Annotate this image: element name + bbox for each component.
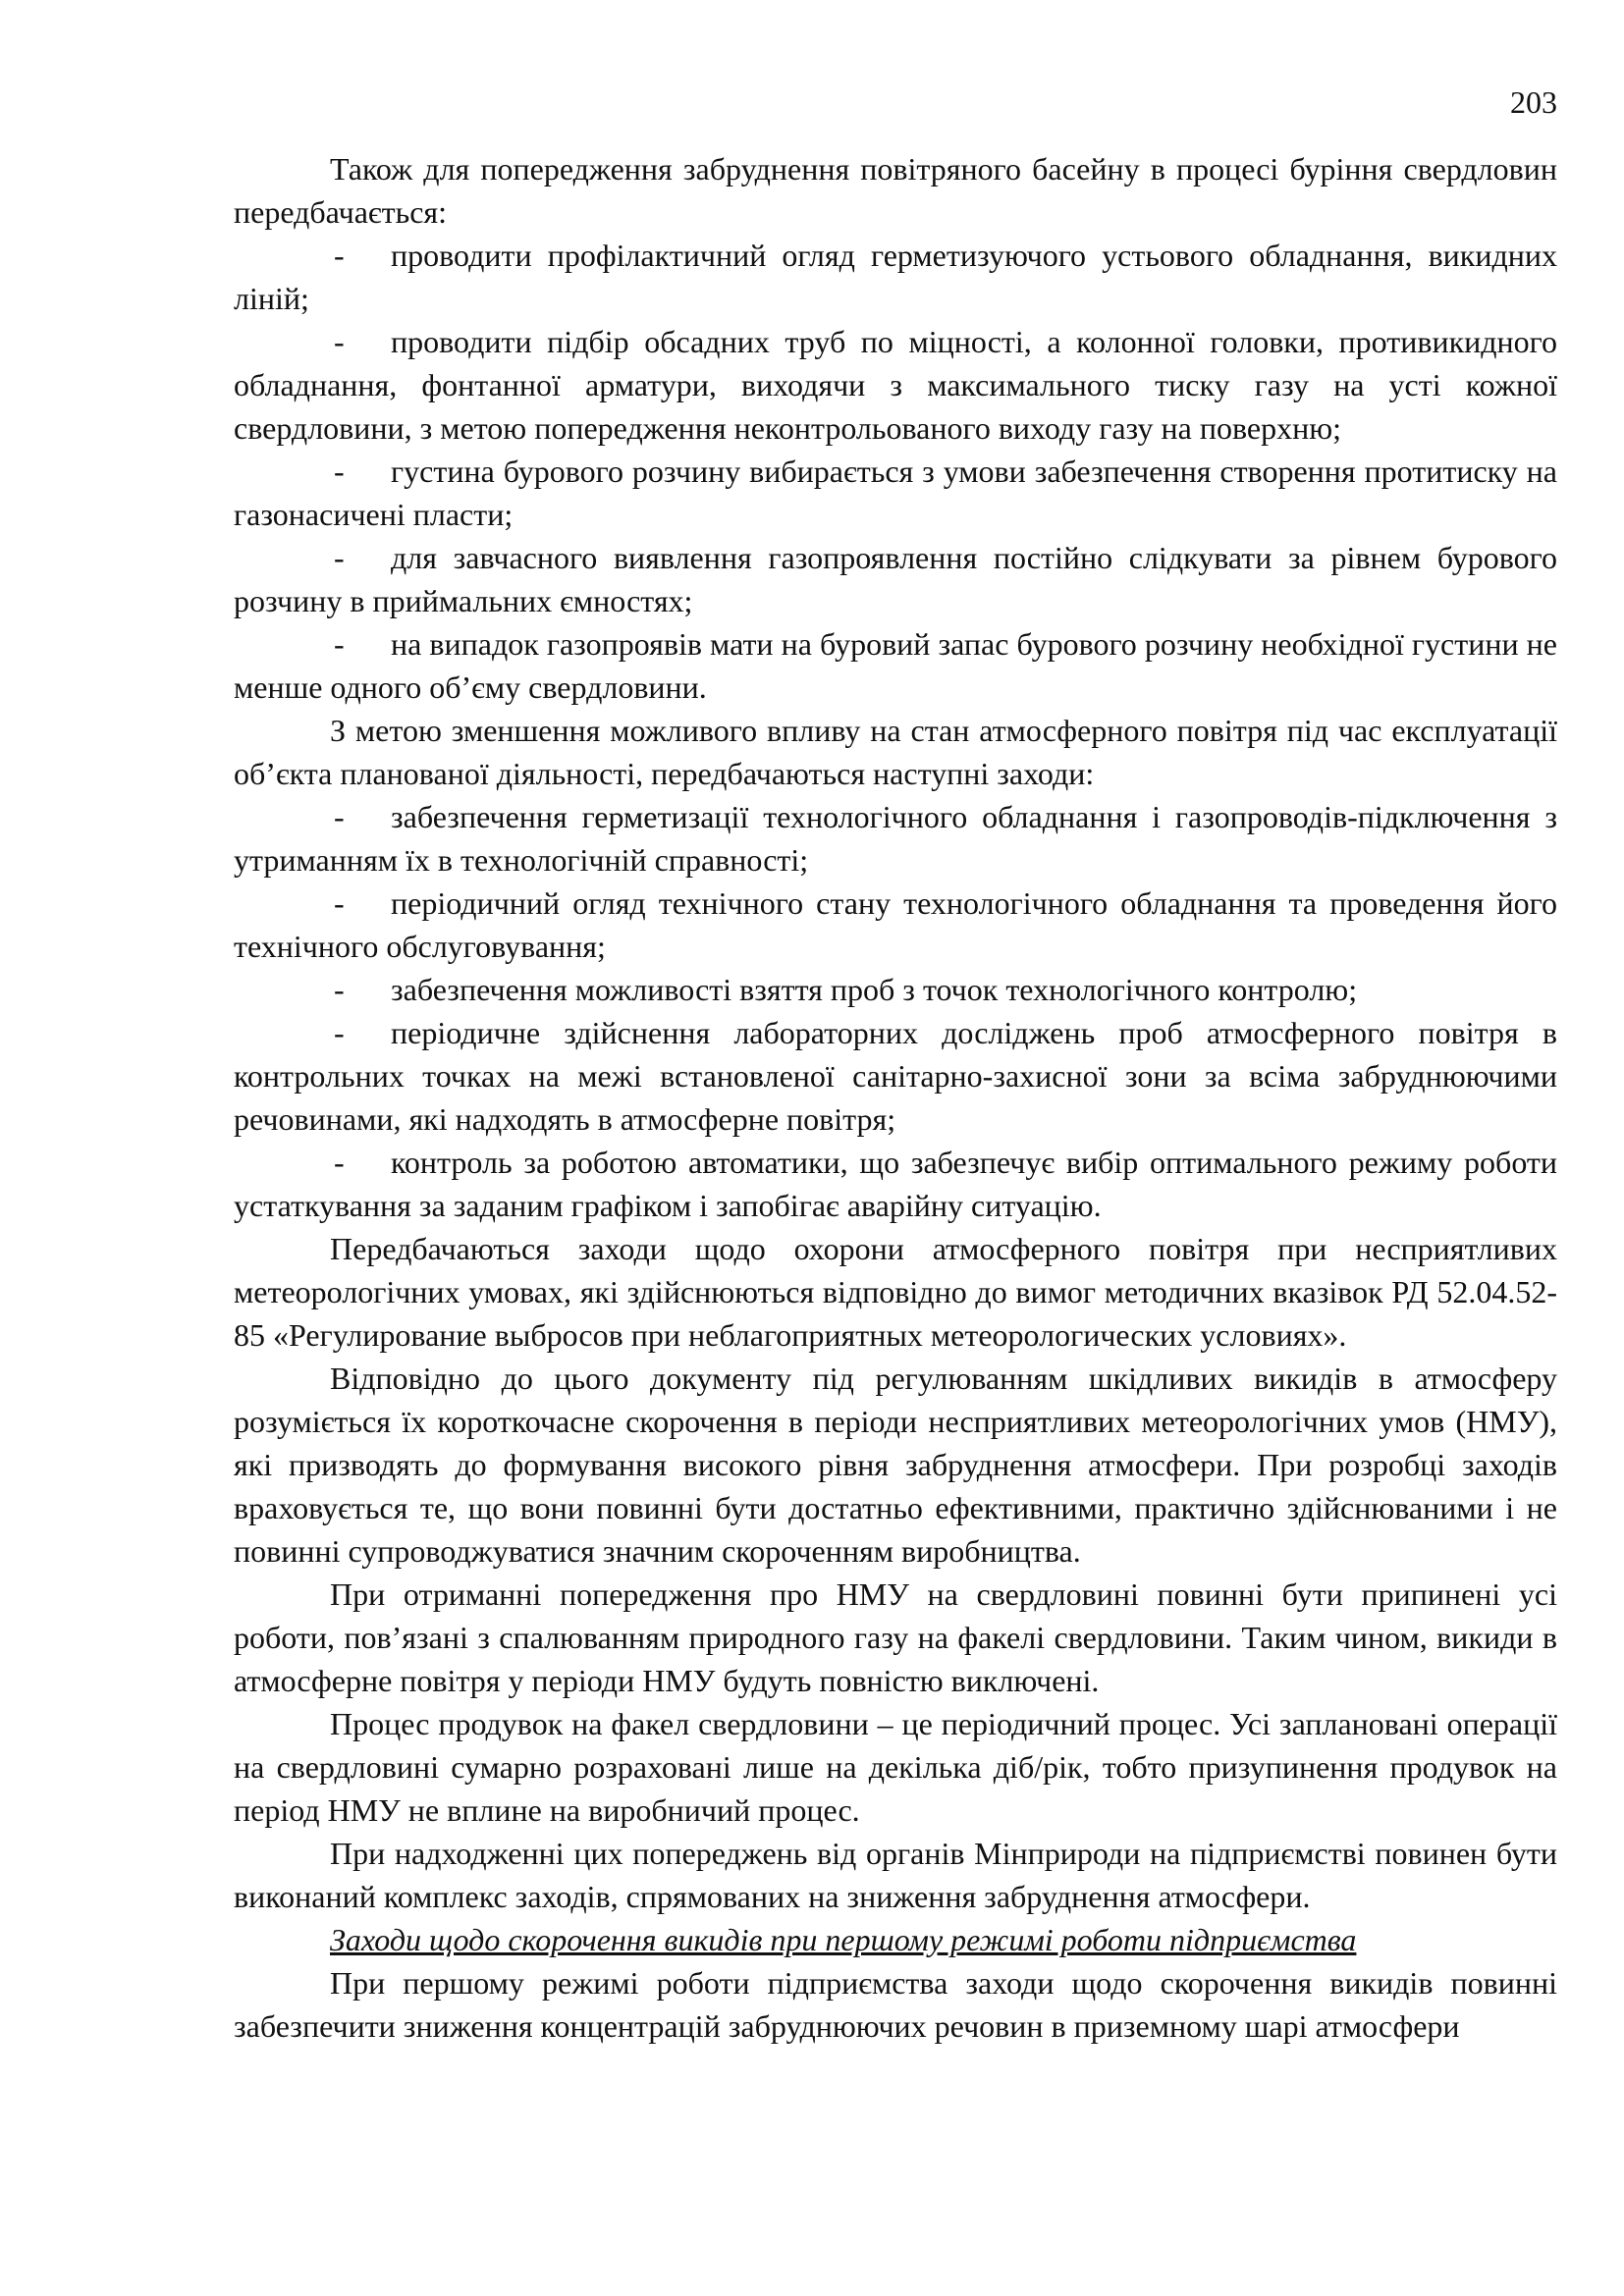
document-body [234, 147, 1557, 2048]
list-item-text: проводити профілактичний огляд герметизуючого устьового обладнання, викидних ліній; [234, 238, 1557, 316]
paragraph: При отриманні попередження про НМУ на свердловині повинні бути припинені усі роботи, пов’язані з спалюванням природного газу на факелі свердловини. Таким чином, викиди в атмосферне повітря у періоди НМУ будуть повністю виключені. [234, 1576, 1557, 1698]
paragraph: Відповідно до цього документу під регулюванням шкідливих викидів в атмосферу розуміється їх короткочасне скорочення в періоди несприятливих метеорологічних умов (НМУ), які призводять до формування високого рівня забруднення атмосфери. При розробці заходів враховується те, що вони повинні бути достатньо ефективними, практично здійснюваними і не повинні супроводжуватися значним скороченням виробництва. [234, 1361, 1557, 1569]
list-item [234, 450, 1557, 536]
list-item-text: контроль за роботою автоматики, що забезпечує вибір оптимального режиму роботи устаткування за заданим графіком і запобігає аварійну ситуацію. [234, 1145, 1557, 1223]
dash-bullet-icon: - [334, 1145, 345, 1180]
dash-bullet-icon: - [334, 324, 345, 359]
dash-bullet-icon: - [334, 972, 345, 1007]
list-item-text: проводити підбір обсадних труб по міцності, а колонної головки, противикидного обладнання, фонтанної арматури, виходячи з максимального тиску газу на усті кожної свердловини, з метою попередження неконтрольованого виходу газу на поверхню; [234, 324, 1557, 446]
paragraph: При першому режимі роботи підприємства заходи щодо скорочення викидів повинні забезпечити зниження концентрацій забруднюючих речовин в приземному шарі атмосфери [234, 1965, 1557, 2044]
list-item [234, 622, 1557, 709]
list-item-text: для завчасного виявлення газопроявлення постійно слідкувати за рівнем бурового розчину в приймальних ємностях; [234, 540, 1557, 618]
list-item-text: на випадок газопроявів мати на буровий запас бурового розчину необхідної густини не менше одного об’єму свердловини. [234, 626, 1557, 705]
paragraph: Також для попередження забруднення повітряного басейну в процесі буріння свердловин передбачається: [234, 151, 1557, 230]
paragraph: З метою зменшення можливого впливу на стан атмосферного повітря під час експлуатації об’єкта планованої діяльності, передбачаються наступні заходи: [234, 713, 1557, 791]
dash-bullet-icon: - [334, 885, 345, 921]
dash-bullet-icon: - [334, 799, 345, 834]
list-item-text: густина бурового розчину вибирається з умови забезпечення створення протитиску на газонасичені пласти; [234, 454, 1557, 532]
list-item [234, 881, 1557, 968]
dash-bullet-icon: - [334, 238, 345, 273]
list-item-text: забезпечення герметизації технологічного обладнання і газопроводів-підключення з утриманням їх в технологічній справності; [234, 799, 1557, 878]
list-item-text: забезпечення можливості взяття проб з точок технологічного контролю; [391, 972, 1358, 1007]
list-item [234, 968, 1557, 1011]
dash-bullet-icon: - [334, 540, 345, 575]
dash-bullet-icon: - [334, 454, 345, 489]
list-item [234, 234, 1557, 320]
paragraph: Передбачаються заходи щодо охорони атмосферного повітря при несприятливих метеорологічних умовах, які здійснюються відповідно до вимог методичних вказівок РД 52.04.52-85 «Регулирование выбросов при неблагоприятных метеорологических условиях». [234, 1231, 1557, 1353]
dash-bullet-icon: - [334, 1015, 345, 1050]
page-number: 203 [1510, 84, 1557, 120]
list-item [234, 320, 1557, 450]
list-item [234, 795, 1557, 881]
list-item [234, 1141, 1557, 1227]
list-item-text: періодичний огляд технічного стану технологічного обладнання та проведення його технічного обслуговування; [234, 885, 1557, 964]
list-item [234, 536, 1557, 622]
section-heading: Заходи щодо скорочення викидів при першому режимі роботи підприємства [330, 1922, 1357, 1957]
list-item [234, 1011, 1557, 1141]
dash-bullet-icon: - [334, 626, 345, 662]
paragraph: При надходженні цих попереджень від органів Мінприроди на підприємстві повинен бути виконаний комплекс заходів, спрямованих на зниження забруднення атмосфери. [234, 1836, 1557, 1914]
paragraph: Процес продувок на факел свердловини – це періодичний процес. Усі заплановані операції на свердловині сумарно розраховані лише на декілька діб/рік, тобто призупинення продувок на період НМУ не вплине на виробничий процес. [234, 1706, 1557, 1828]
list-item-text: періодичне здійснення лабораторних досліджень проб атмосферного повітря в контрольних точках на межі встановленої санітарно-захисної зони за всіма забруднюючими речовинами, які надходять в атмосферне повітря; [234, 1015, 1557, 1137]
